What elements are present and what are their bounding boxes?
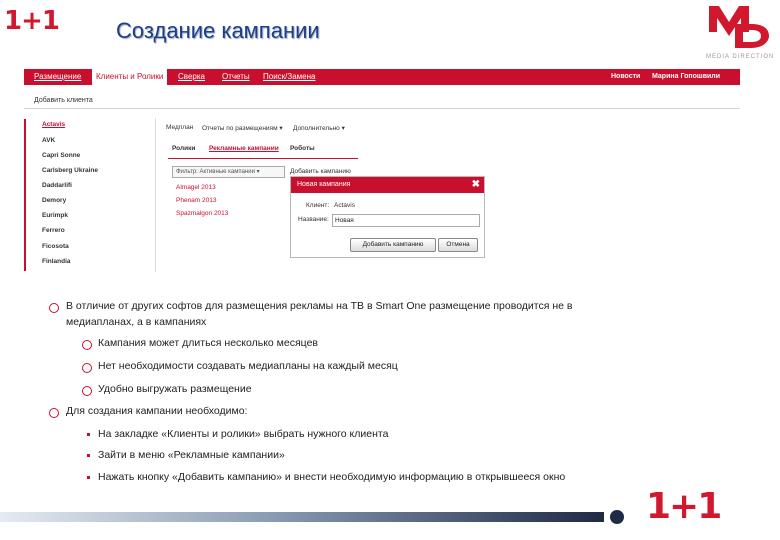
nav-reports[interactable]: Отчеты [222, 72, 250, 81]
step-text: На закладке «Клиенты и ролики» выбрать нужного клиента [98, 428, 389, 440]
subtab-robots[interactable]: Роботы [290, 145, 315, 152]
nav-news[interactable]: Новости [611, 73, 641, 80]
add-campaign-link[interactable]: Добавить кампанию [290, 168, 351, 175]
bullet-text: медиапланах, а в кампаниях [66, 316, 207, 328]
subtab-spots[interactable]: Ролики [172, 145, 196, 152]
nav-search-replace[interactable]: Поиск/Замена [263, 72, 316, 81]
client-item[interactable]: AVK [42, 137, 56, 144]
app-navbar [24, 69, 740, 85]
footer-bar [0, 512, 604, 522]
client-item[interactable]: Eurimpk [42, 212, 69, 219]
campaign-item[interactable]: Spazmalgon 2013 [176, 210, 229, 217]
close-icon[interactable]: ✖ [471, 179, 480, 190]
campaign-filter-select[interactable]: Фильтр: Активные кампании ▾ [172, 166, 285, 178]
bullet-icon [49, 303, 59, 313]
client-item[interactable]: Demory [42, 197, 67, 204]
tab-placement-reports[interactable]: Отчеты по размещениям ▾ [202, 125, 283, 132]
sub-bullet-icon [82, 340, 92, 350]
bullet-text: В отличие от других софтов для размещения рекламы на ТВ в Smart One размещение проводится не в [66, 300, 573, 312]
md-logo [707, 2, 771, 52]
footer-circle [610, 510, 624, 524]
subtab-underline [168, 158, 358, 159]
client-item[interactable]: Actavis [42, 121, 66, 128]
tab-additional[interactable]: Дополнительно ▾ [293, 125, 345, 132]
client-item[interactable]: Finlandia [42, 258, 71, 265]
dialog-header [291, 177, 484, 193]
sub-bullet-icon [82, 386, 92, 396]
tab-mediaplan[interactable]: Медплан [166, 124, 194, 131]
logo-1plus1: 1+1 [4, 6, 59, 36]
step-text: Нажать кнопку «Добавить кампанию» и внести необходимую информацию в открывшееся окно [98, 471, 566, 483]
nav-reconciliation[interactable]: Сверка [178, 72, 205, 81]
bullet-dot [87, 454, 90, 457]
dialog-title: Новая кампания [297, 181, 351, 188]
slide-title: Создание кампании [116, 18, 320, 43]
bullet-text: Для создания кампании необходимо: [66, 405, 248, 417]
bullet-icon [49, 408, 59, 418]
sub-bullet-text: Нет необходимости создавать медиапланы на каждый месяц [98, 360, 398, 372]
subtab-campaigns[interactable]: Рекламные кампании [209, 145, 279, 152]
client-value: Actavis [334, 202, 355, 209]
add-client-link[interactable]: Добавить клиента [34, 97, 93, 104]
add-campaign-button[interactable]: Добавить кампанию [350, 238, 436, 252]
campaign-item[interactable]: Almagel 2013 [176, 184, 216, 191]
sub-bullet-icon [82, 363, 92, 373]
bullet-dot [87, 433, 90, 436]
cancel-button[interactable]: Отмена [438, 238, 478, 252]
nav-placement[interactable]: Размещение [34, 72, 82, 81]
divider [24, 108, 740, 109]
nav-user[interactable]: Марина Гопошвили [652, 73, 721, 80]
client-item[interactable]: Capri Sonne [42, 152, 81, 159]
new-campaign-dialog [290, 176, 485, 258]
name-label: Название: [298, 216, 329, 223]
sub-bullet-text: Кампания может длиться несколько месяцев [98, 337, 318, 349]
divider [155, 118, 156, 272]
campaign-name-input[interactable]: Новая [332, 214, 480, 227]
md-logo-subtitle: MEDIA DIRECTION [706, 54, 775, 60]
sub-bullet-text: Удобно выгружать размещение [98, 383, 252, 395]
campaign-item[interactable]: Phenam 2013 [176, 197, 217, 204]
client-item[interactable]: Ferrero [42, 227, 65, 234]
step-text: Зайти в меню «Рекламные кампании» [98, 449, 285, 461]
client-item[interactable]: Daddarlifi [42, 182, 72, 189]
client-label: Клиент: [306, 202, 330, 209]
logo-1plus1-bottom: 1+1 [646, 486, 721, 527]
client-item[interactable]: Carlsberg Ukraine [42, 167, 98, 174]
client-item[interactable]: Ficosota [42, 243, 69, 250]
client-list-marker [24, 119, 26, 271]
nav-clients-spots[interactable]: Клиенты и Ролики [92, 69, 167, 85]
bullet-dot [87, 476, 90, 479]
